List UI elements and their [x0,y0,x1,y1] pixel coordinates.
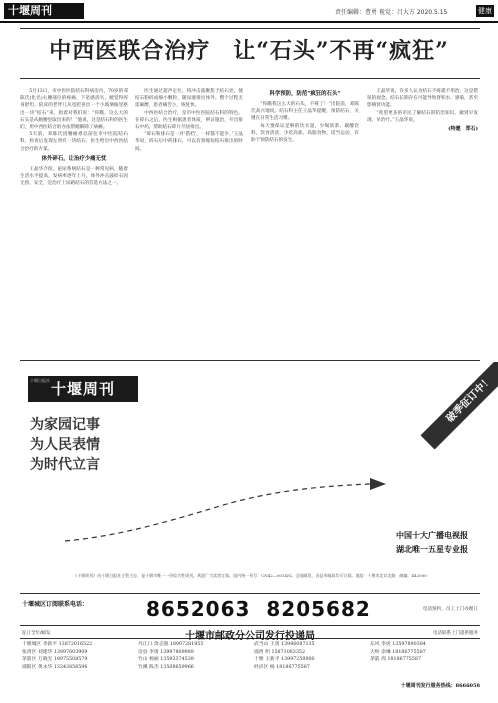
masthead-rule [0,21,498,23]
banner-clip [0,362,498,462]
ad-footnote: 《十堰周刊》由十堰日报社主管主办，是十堰市唯一一份综合性周刊。欢迎广大读者订阅。国内统一刊号：CN42—0014/G。全国邮发，各县市邮局均可订阅。地址：十堰市北京北路 邮编：442000 [73,573,427,578]
contact-row: 大岭 余琳 18186775587 [370,649,426,655]
article-column-2 [135,88,243,358]
article-paragraph: 每天要保证足够的饮水量，少喝浓茶、碳酸饮料，饮食清淡，少吃高盐、高脂食物，适当运动，有助于预防结石的发生。 [251,123,359,144]
contacts-group-3 [254,641,315,671]
article-paragraph: 王晶华说，许多人认为结石不疼就不用治，这是错误的观念。结石长期存在可能导致肾积水、感染，甚至影响肾功能。 [367,89,478,109]
ad-slogan-3: 为时代立言 [30,457,100,473]
contact-row: 茅箭区 万晓光 18975508579 [22,657,88,662]
hotline-text: 十堰周刊发行服务热线：8666058 [400,683,480,689]
ad-tagline-1: 中国十大广播电视报 [396,531,468,540]
phone-label: 十堰城区订阅联系电话： [22,601,89,608]
phone-service-note: 电话预约，员工上门办理订 [422,607,478,612]
article-subheading: 体外碎石，让治疗少痛无忧 [41,155,107,162]
masthead-logo: 十堰周刊 [4,3,84,19]
dashed-arrow-icon [60,466,400,546]
ad-tagline-2: 湖北唯一五星专业报 [396,545,468,554]
masthead-editors: 责任编辑：曹勇 视觉：吕大方 2020.5.15 [335,9,448,16]
contact-row: 丹江口 余志强 18907281955 [138,642,204,647]
contacts-group-1 [22,641,92,671]
ad-logo: 十堰周刊 [28,376,138,402]
ad-top-rule [20,360,480,361]
phone-number-2: 8205682 [266,597,371,621]
article-column-3 [251,88,359,358]
article-byline: (特邀 郑石) [448,126,478,133]
contact-row: 茅箭 周 18186775587 [370,657,422,662]
article-column-4 [367,88,478,358]
post-office-title: 十堰市邮政分公司发行投递局 [185,631,315,642]
ad-slogan-2: 为人民表情 [30,437,100,453]
article-paragraph: “碎石和排石是一对‘搭档’，一样都不能少。”王晶华说，碎石后中药排石，可以有效缩短结石排出的时间。 [135,132,243,152]
contact-row: 郧西 明 15871083352 [254,649,306,655]
article-paragraph: 5月13日，市中医医院结石科病房内，70岁的邓陈氏(化名)右腰部位的疼痛、下坠感消失，她觉得浑身舒坦。陪床的老伴儿从宽慰喜出一个小玻璃瓶里抠出一块“结石”来，指着对我们说：“你瞧，这么大的石头是从她腰里取出来的！”他说，这是结石科的医生们，用中西医结合的办法帮她解除了病痛。 [20,89,128,131]
article-subheading: 科学预防，防范“疯狂的石头” [269,91,341,97]
headline-top-rule [20,28,480,29]
contact-row: 郧阳区 黄永华 13343856596 [22,664,88,670]
article-paragraph: 医生通过超声定位，将冲击波聚焦于结石处，使结石粉碎成细小颗粒，随尿液排出体外。整个过程无需麻醉，患者痛苦小，恢复快。 [135,89,243,109]
article-paragraph: 5天前，邓陈氏因腰痛难忍前往市中医院结石科，检查后发现左肾有一块结石，医生给出中西医结合治疗的方案。 [20,132,128,152]
article-paragraph: “你瞧我这么大的石头，不疼了！”出院前，邓陈氏高兴地说。结石科主任王晶华提醒，预防结石，关键在日常生活习惯。 [251,102,359,122]
post-left-text: 征订全年/邮发 [22,631,51,636]
subscription-phone-bar [20,593,480,623]
ad-logo-subtext: 十堰日报社 [30,378,50,383]
contact-row: 竹山 杨丽 13593374539 [138,657,194,662]
phone-numbers [146,597,371,621]
article-paragraph: “希望更多的市民了解结石的防治知识，做到早发现、早治疗。”王晶华说。 [367,110,478,123]
contact-row: 房县 李勇 13997809989 [138,649,194,655]
section-badge: 健康 [478,7,492,15]
phone-number-1: 8652063 [146,597,251,621]
contact-row: 十堰城区 李新平 13872016522 [22,642,93,647]
article-paragraph: 中西医结合治疗，是市中医医院结石科的特色。在碎石之后，医生根据患者体质，辨证施治，开出排石中药，帮助结石碎片尽快排出。 [135,110,243,131]
contact-row: 张湾区 刘建华 13997603909 [22,649,88,655]
contact-row: 十堰 王新平 13997258900 [254,657,315,662]
headline-bottom-rule [20,78,480,79]
post-right-text: 电话联系上门提供服务 [433,631,478,636]
article-paragraph: 王晶华介绍，泌尿系统结石是一种常见病，随着生活水平提高，发病率逐年上升。体外冲击波碎石因无创、安全，是治疗上尿路结石的首选方法之一。 [20,166,128,187]
contacts-group-2 [138,641,203,671]
article-column-1 [20,88,128,358]
contact-row: 竹溪 陈杰 13508659966 [138,664,194,670]
contacts-group-4 [370,641,426,664]
post-office-bar [20,625,480,642]
masthead [0,0,498,22]
contact-row: 东风 李虎 13597890384 [370,642,426,647]
contact-row: 经济区 杨 18186775587 [254,664,310,670]
contact-row: 武当山 王勇 13986087135 [254,642,315,647]
subscription-banner: 破季征订中！ [421,362,498,449]
article-headline: 中西医联合治疗 让“石头”不再“疯狂” [49,38,449,64]
ad-slogan-1: 为家园记事 [30,417,100,433]
